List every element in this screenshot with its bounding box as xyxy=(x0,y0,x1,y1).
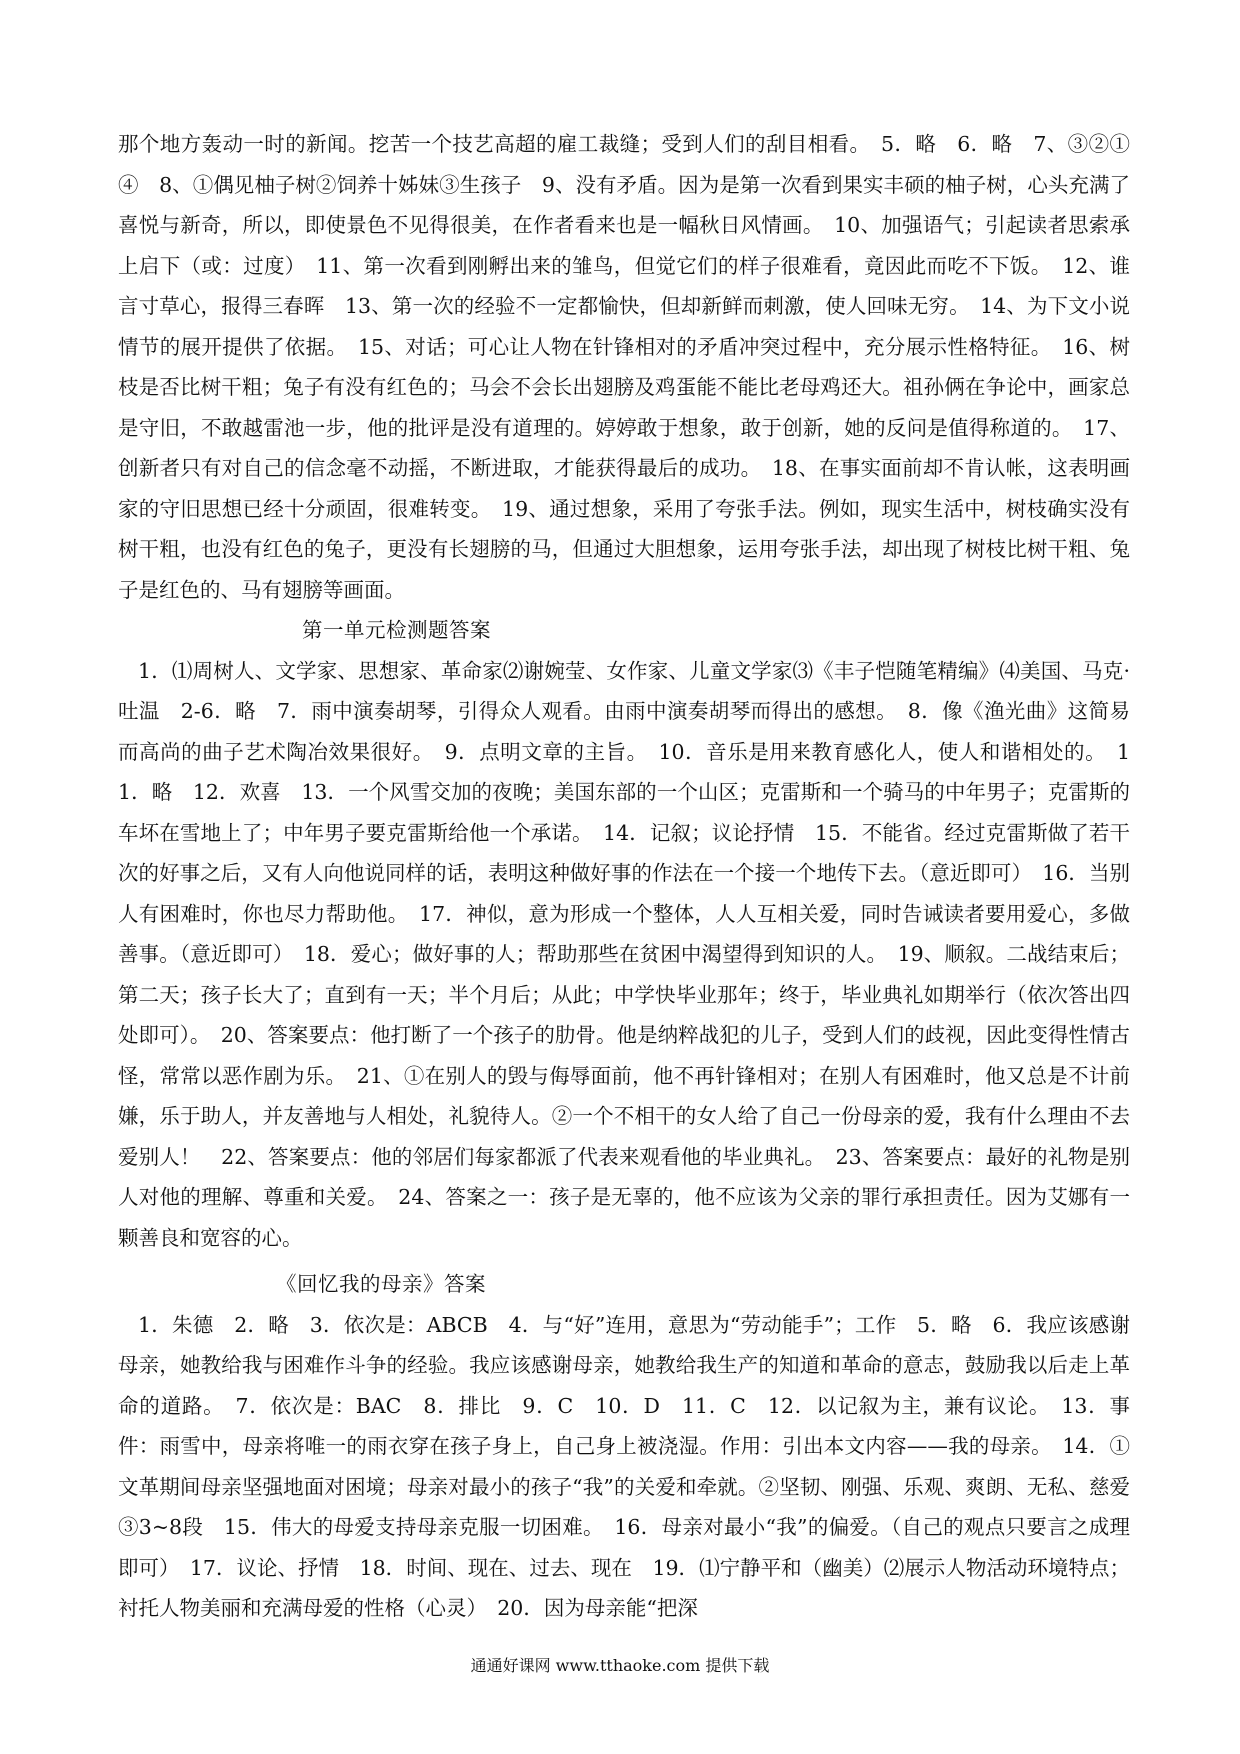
section-heading-unit-one: 第一单元检测题答案 xyxy=(302,618,491,642)
document-body xyxy=(118,124,1130,1629)
section-heading-mother: 《回忆我的母亲》答案 xyxy=(276,1272,486,1296)
page-footer: 通通好课网 www.tthaoke.com 提供下载 xyxy=(470,1656,770,1675)
answer-paragraph-continued: 那个地方轰动一时的新闻。挖苦一个技艺高超的雇工裁缝；受到人们的刮目相看。 5．略 6．略 7、③②①④ 8、①偶见柚子树②饲养十姊妹③生孩子 9、没有矛盾。因为是第一次看到果实丰硕的柚子树，心头充满了喜悦与新奇，所以，即使景色不见得很美，在作者看来也是一幅秋日风情画。 10、加强语气；引起读者思索承上启下（或：过度） 11、第一次看到刚孵出来的雏鸟，但觉它们的样子很难看，竟因此而吃不下饭。 12、谁言寸草心，报得三春晖 13、第一次的经验不一定都愉快，但却新鲜而刺激，使人回味无穷。 14、为下文小说情节的展开提供了依据。 15、对话；可心让人物在针锋相对的矛盾冲突过程中，充分展示性格特征。 16、树枝是否比树干粗；兔子有没有红色的；马会不会长出翅膀及鸡蛋能不能比老母鸡还大。祖孙俩在争论中，画家总是守旧，不敢越雷池一步，他的批评是没有道理的。婷婷敢于想象，敢于创新，她的反问是值得称道的。 17、创新者只有对自己的信念毫不动摇，不断进取，才能获得最后的成功。 18、在事实面前却不肯认帐，这表明画家的守旧思想已经十分顽固，很难转变。 19、通过想象，采用了夸张手法。例如，现实生活中，树枝确实没有树干粗，也没有红色的兔子，更没有长翅膀的马，但通过大胆想象，运用夸张手法，却出现了树枝比树干粗、兔子是红色的、马有翅膀等画面。 xyxy=(118,132,1130,602)
answer-paragraph-unit-one: 1．⑴周树人、文学家、思想家、革命家⑵谢婉莹、女作家、儿童文学家⑶《丰子恺随笔精编》⑷美国、马克·吐温 2-6．略 7．雨中演奏胡琴，引得众人观看。由雨中演奏胡琴而得出的感想。 8．像《渔光曲》这简易而高尚的曲子艺术陶冶效果很好。 9．点明文章的主旨。 10．音乐是用来教育感化人，使人和谐相处的。 11．略 12．欢喜 13．一个风雪交加的夜晚；美国东部的一个山区；克雷斯和一个骑马的中年男子；克雷斯的车坏在雪地上了；中年男子要克雷斯给他一个承诺。 14．记叙；议论抒情 15．不能省。经过克雷斯做了若干次的好事之后，又有人向他说同样的话，表明这种做好事的作法在一个接一个地传下去。（意近即可） 16．当别人有困难时，你也尽力帮助他。 17．神似，意为形成一个整体，人人互相关爱，同时告诫读者要用爱心，多做善事。（意近即可） 18．爱心；做好事的人；帮助那些在贫困中渴望得到知识的人。 19、顺叙。二战结束后；第二天；孩子长大了；直到有一天；半个月后；从此；中学快毕业那年；终于，毕业典礼如期举行（依次答出四处即可）。 20、答案要点：他打断了一个孩子的肋骨。他是纳粹战犯的儿子，受到人们的歧视，因此变得性情古怪，常常以恶作剧为乐。 21、①在别人的毁与侮辱面前，他不再针锋相对；在别人有困难时，他又总是不计前嫌，乐于助人，并友善地与人相处，礼貌待人。②一个不相干的女人给了自己一份母亲的爱，我有什么理由不去爱别人！ 22、答案要点：他的邻居们每家都派了代表来观看他的毕业典礼。 23、答案要点：最好的礼物是别人对他的理解、尊重和关爱。 24、答案之一：孩子是无辜的，他不应该为父亲的罪行承担责任。因为艾娜有一颗善良和宽容的心。 xyxy=(118,658,1130,1250)
answer-paragraph-mother: 1．朱德 2．略 3．依次是：ABCB 4．与“好”连用，意思为“劳动能手”；工作 5．略 6．我应该感谢母亲，她教给我与困难作斗争的经验。我应该感谢母亲，她教给我生产的知道和革命的意志，鼓励我以后走上革命的道路。 7．依次是：BAC 8．排比 9．C 10．D 11．C 12．以记叙为主，兼有议论。 13．事件：雨雪中，母亲将唯一的雨衣穿在孩子身上，自己身上被浇湿。作用：引出本文内容——我的母亲。 14．①文革期间母亲坚强地面对困境；母亲对最小的孩子“我”的关爱和牵就。②坚韧、刚强、乐观、爽朗、无私、慈爱③3~8段 15．伟大的母爱支持母亲克服一切困难。 16．母亲对最小“我”的偏爱。（自己的观点只要言之成理即可） 17．议论、抒情 18．时间、现在、过去、现在 19．⑴宁静平和（幽美）⑵展示人物活动环境特点；衬托人物美丽和充满母爱的性格（心灵） 20．因为母亲能“把深 xyxy=(118,1312,1130,1620)
